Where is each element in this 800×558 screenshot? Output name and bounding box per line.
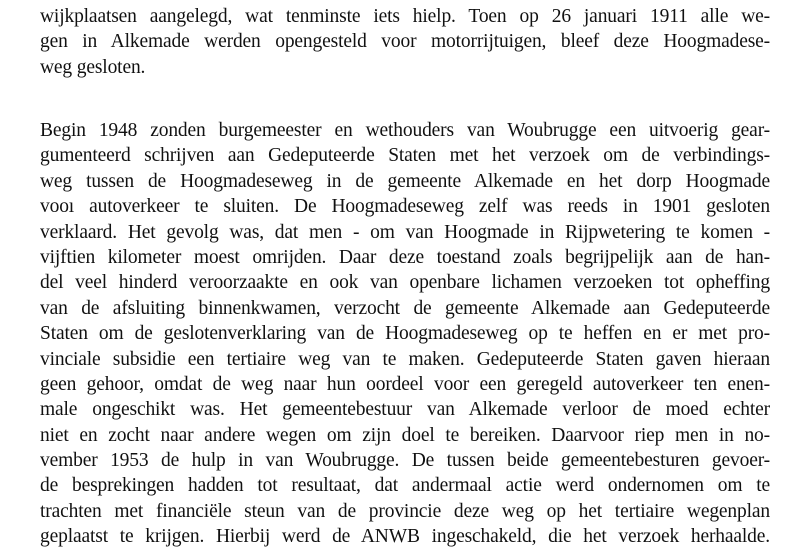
text-line: vijftien kilometer moest omrijden. Daar deze toestand zoals begrijpelijk aan de han- [40, 246, 770, 268]
text-line: del veel hinderd veroorzaakte en ook van openbare lichamen verzoeken tot opheffing [40, 272, 770, 294]
text-line: vinciale subsidie een tertiaire weg van te maken. Gedeputeerde Staten gaven hieraan [40, 348, 770, 370]
text-line: Staten om de geslotenverklaring van de Hoogmadeseweg op te heffen en er met pro- [40, 323, 770, 345]
text-line: vember 1953 de hulp in van Woubrugge. De tussen beide gemeentebesturen gevoer- [40, 450, 770, 472]
text-line: van de afsluiting binnenkwamen, verzocht de gemeente Alkemade aan Gedeputeerde [40, 297, 770, 319]
text-line: de besprekingen hadden tot resultaat, dat andermaal actie werd ondernomen om te [40, 475, 770, 497]
paragraph-2 [40, 118, 770, 550]
text-line: gen in Alkemade werden opengesteld voor motorrijtuigen, bleef deze Hoogmadese- [40, 31, 770, 53]
text-line: verklaard. Het gevolg was, dat men - om van Hoogmade in Rijpwetering te komen - [40, 221, 770, 243]
paragraph-1 [40, 4, 770, 80]
text-line: weg gesloten. [40, 56, 146, 78]
text-line: wijkplaatsen aangelegd, wat tenminste iets hielp. Toen op 26 januari 1911 alle we- [40, 6, 770, 27]
text-line: geplaatst te krijgen. Hierbij werd de ANWB ingeschakeld, die het verzoek herhaalde. [40, 526, 770, 548]
text-line: vooı autoverkeer te sluiten. De Hoogmadeseweg zelf was reeds in 1901 gesloten [40, 196, 770, 218]
text-line: gumenteerd schrijven aan Gedeputeerde Staten met het verzoek om de verbindings- [40, 145, 770, 167]
text-line: trachten met financiële steun van de provincie deze weg op het tertiaire wegenplan [40, 500, 770, 522]
text-line: geen gehoor, omdat de weg naar hun oordeel voor een geregeld autoverkeer ten enen- [40, 373, 770, 395]
text-line: weg tussen de Hoogmadeseweg in de gemeente Alkemade en het dorp Hoogmade [40, 170, 770, 192]
text-line: male ongeschikt was. Het gemeentebestuur van Alkemade verloor de moed echter [40, 399, 770, 421]
text-line: niet en zocht naar andere wegen om zijn doel te bereiken. Daarvoor riep men in no- [40, 424, 770, 446]
text-line: Begin 1948 zonden burgemeester en wethouders van Woubrugge een uitvoerig gear- [40, 120, 770, 141]
